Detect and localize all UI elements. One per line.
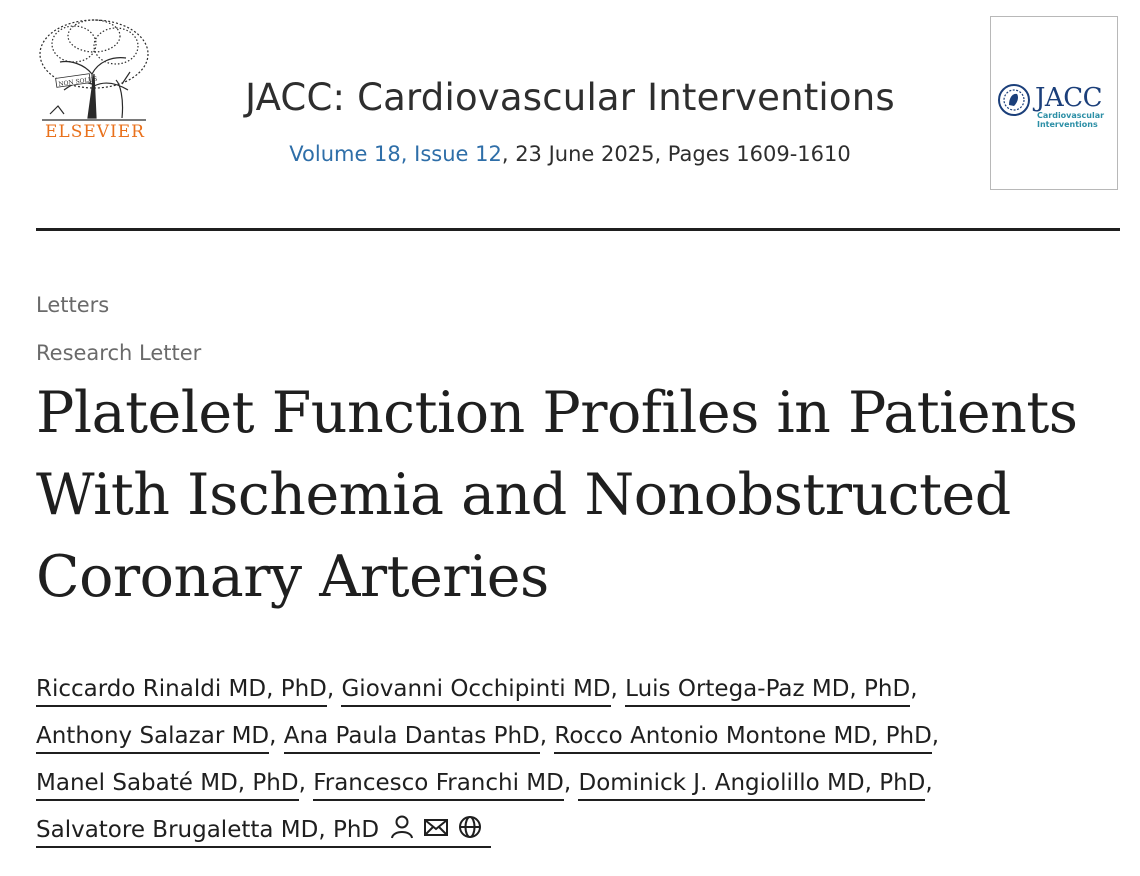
volume-issue-link[interactable]: Volume 18, Issue 12	[289, 142, 502, 166]
cover-subtitle-2: Interventions	[1037, 120, 1098, 129]
person-icon	[389, 814, 415, 840]
article-type: Research Letter	[36, 341, 202, 365]
author-name: Salvatore Brugaletta MD, PhD	[36, 817, 380, 843]
article-title: Platelet Function Profiles in Patients With Ischemia and Nonobstructed Coronary Arteries	[36, 380, 1078, 610]
journal-meta	[0, 142, 1140, 166]
seal-icon	[997, 83, 1031, 117]
cover-brand: JACC	[1035, 83, 1102, 113]
corresponding-author-link[interactable]	[36, 817, 491, 848]
cover-subtitle-1: Cardiovascular	[1037, 111, 1105, 120]
elsevier-wordmark[interactable]: ELSEVIER	[45, 122, 145, 142]
tree-motto: NON SOLUS	[58, 75, 98, 89]
article-section: Letters	[36, 293, 110, 317]
journal-cover[interactable]	[990, 16, 1118, 190]
author-icons	[389, 810, 491, 857]
author-link[interactable]: Ana Paula Dantas PhD	[284, 723, 540, 754]
author-list: Riccardo Rinaldi MD, PhD, Giovanni Occhipinti MD, Luis Ortega-Paz MD, PhD, Anthony Salazar MD, Ana Paula Dantas PhD, Rocco Antonio Montone MD, PhD, Manel Sabaté MD, PhD, Francesco Franchi MD, Dominick J. Angiolillo MD, PhD, Salvatore Brugaletta MD, PhD	[36, 666, 1126, 857]
author-link[interactable]: Luis Ortega-Paz MD, PhD	[625, 676, 910, 707]
globe-icon	[457, 814, 483, 840]
author-link[interactable]: Anthony Salazar MD	[36, 723, 269, 754]
author-link[interactable]: Riccardo Rinaldi MD, PhD	[36, 676, 327, 707]
author-link[interactable]: Giovanni Occhipinti MD	[341, 676, 610, 707]
date-pages: , 23 June 2025, Pages 1609-1610	[501, 142, 851, 166]
author-link[interactable]: Rocco Antonio Montone MD, PhD	[554, 723, 931, 754]
journal-title[interactable]: JACC: Cardiovascular Interventions	[245, 76, 895, 119]
author-link[interactable]: Dominick J. Angiolillo MD, PhD	[578, 770, 925, 801]
header-divider	[36, 228, 1120, 231]
author-link[interactable]: Manel Sabaté MD, PhD	[36, 770, 299, 801]
mail-icon	[423, 814, 449, 840]
author-link[interactable]: Francesco Franchi MD	[313, 770, 564, 801]
cover-logo	[995, 81, 1117, 141]
